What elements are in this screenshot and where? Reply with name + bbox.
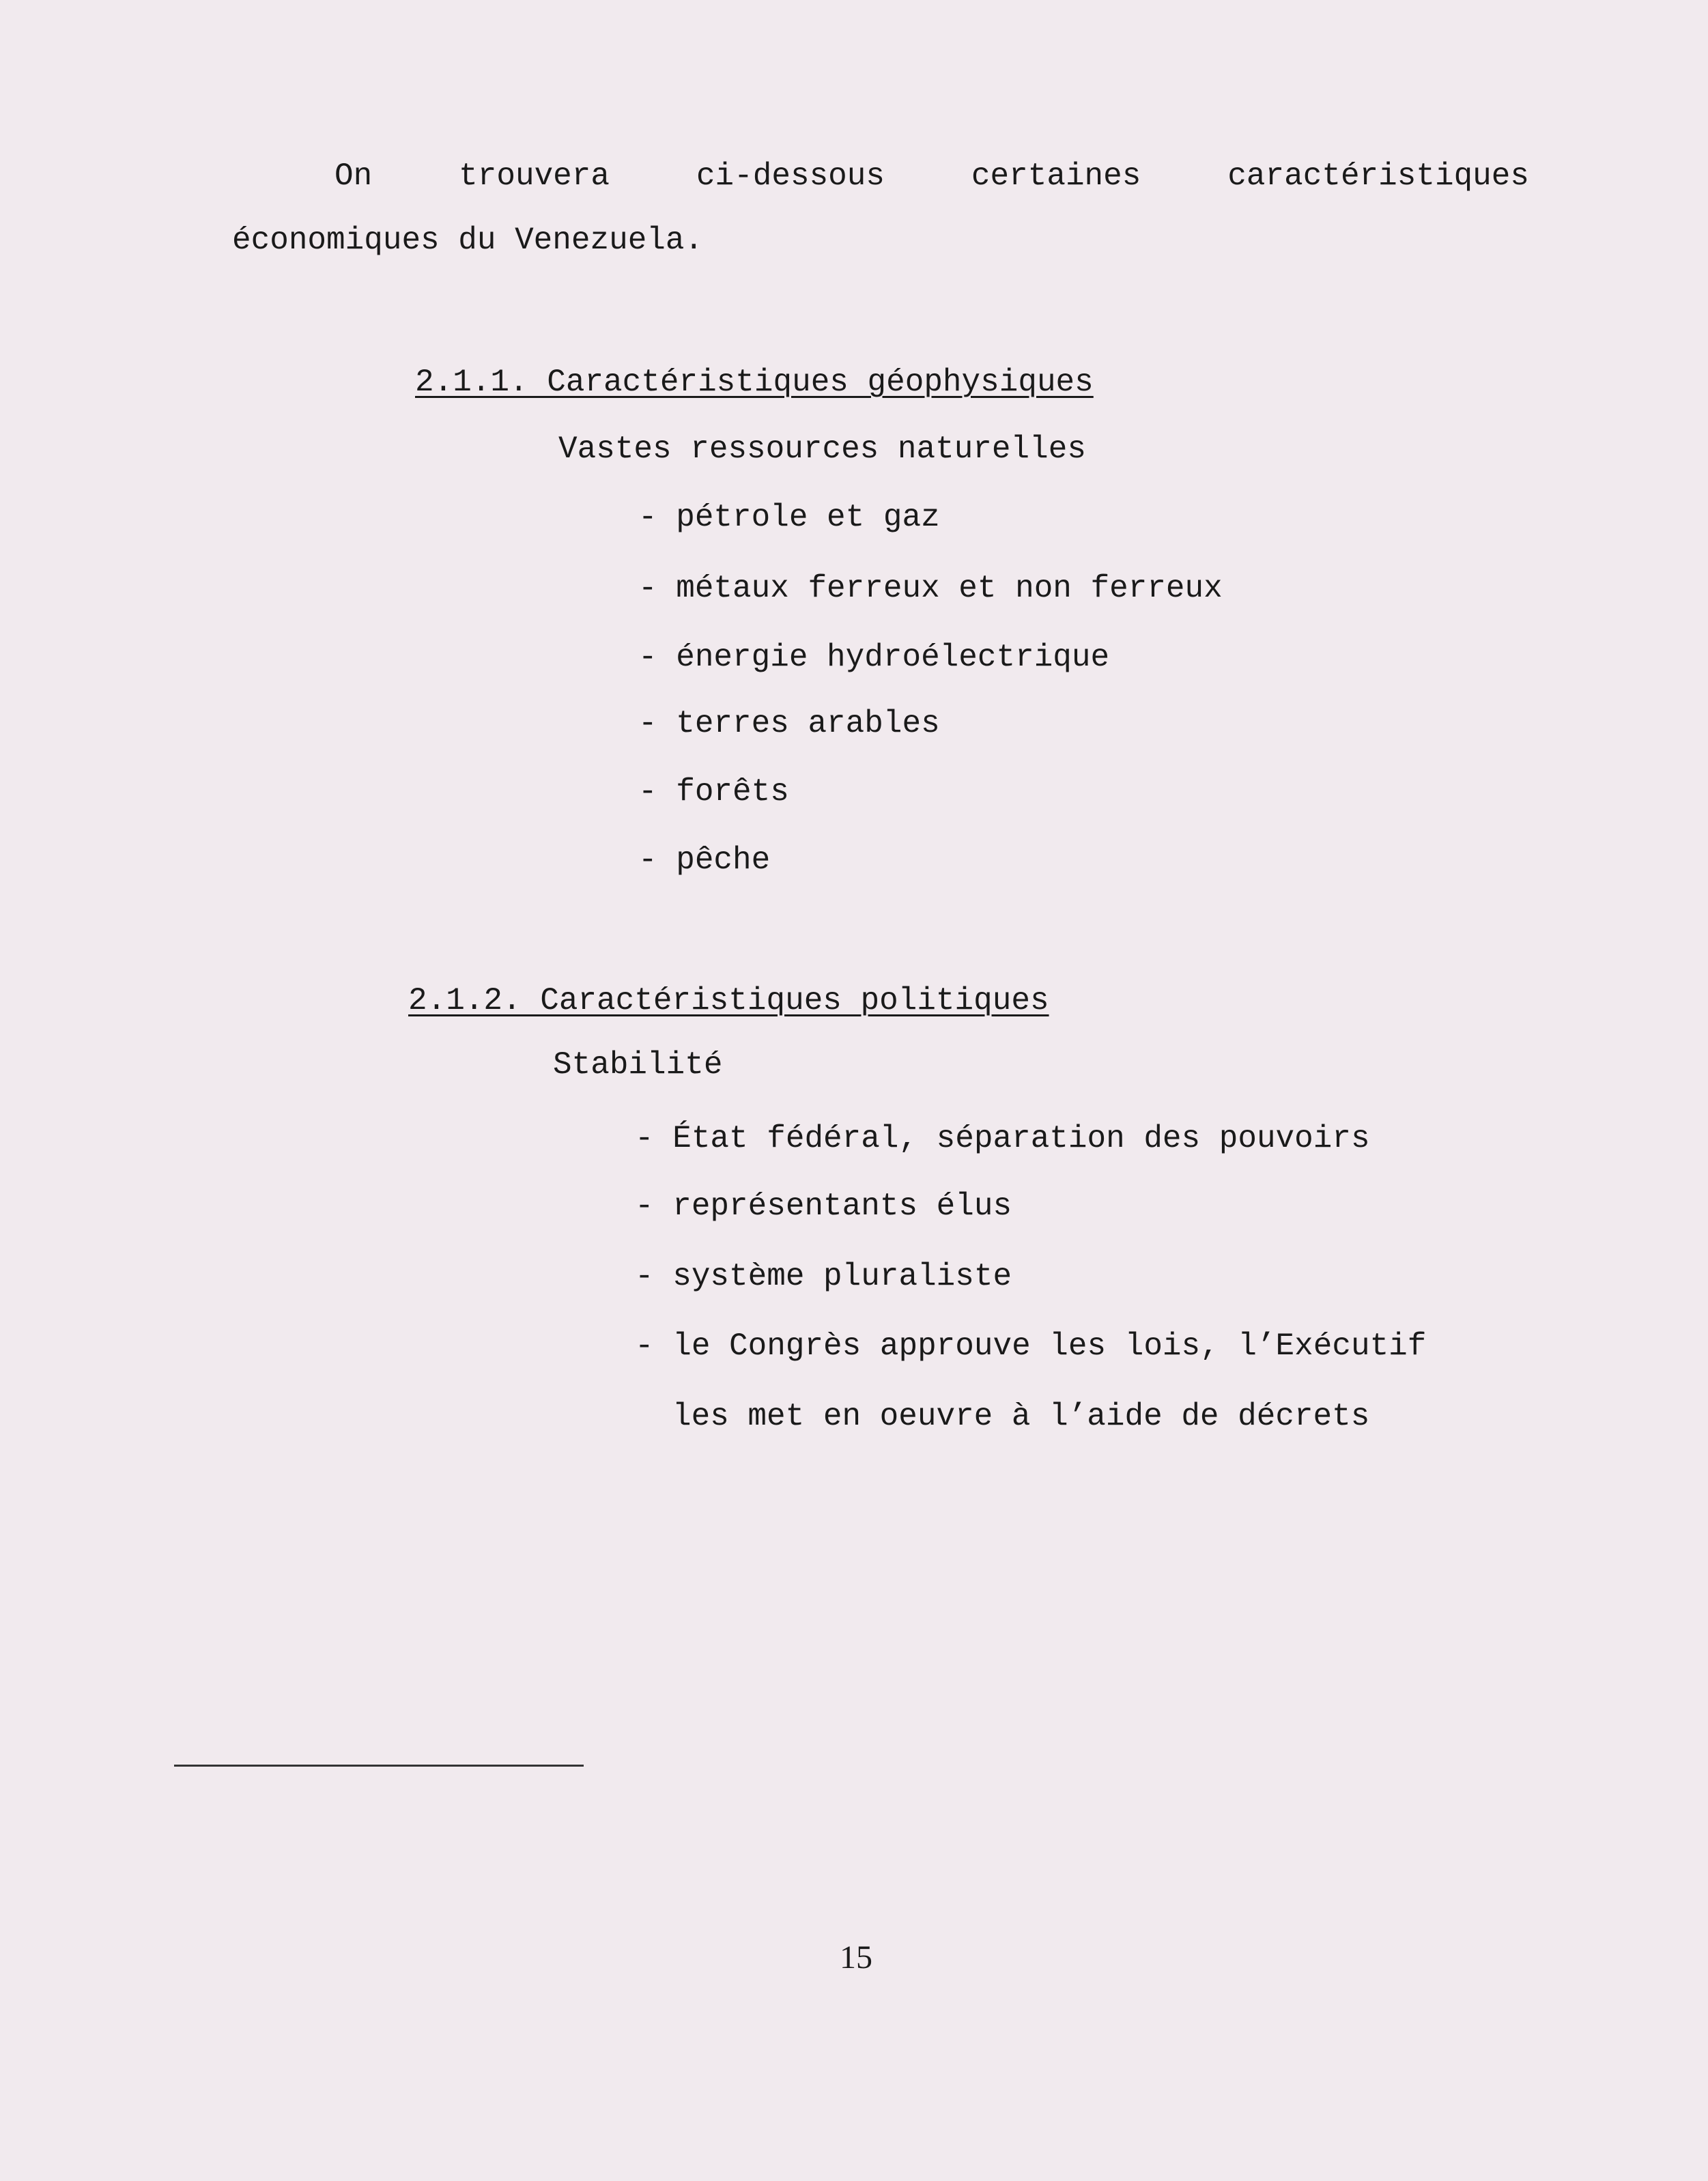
list-item: - État fédéral, séparation des pouvoirs [635, 1121, 1370, 1156]
footnote-divider [174, 1765, 584, 1767]
list-item: - terres arables [638, 706, 940, 741]
list-item: - métaux ferreux et non ferreux [638, 571, 1223, 606]
list-item: - forêts [638, 774, 789, 810]
list-item: - représentants élus [635, 1188, 1012, 1224]
list-item: - système pluraliste [635, 1259, 1012, 1294]
page-number: 15 [840, 1939, 872, 1976]
section-heading-political: 2.1.2. Caractéristiques politiques [408, 983, 1049, 1018]
intro-line-1 [335, 156, 1529, 197]
intro-word: On [335, 158, 373, 194]
intro-line-2: économiques du Venezuela. [232, 223, 704, 258]
section-subtitle-stability: Stabilité [553, 1047, 723, 1083]
list-item: - pétrole et gaz [638, 500, 940, 535]
list-item: - énergie hydroélectrique [638, 640, 1110, 675]
intro-word: caractéristiques [1227, 158, 1529, 194]
list-item-continuation: les met en oeuvre à l’aide de décrets [672, 1399, 1370, 1434]
section-subtitle-resources: Vastes ressources naturelles [558, 431, 1086, 467]
intro-word: certaines [971, 158, 1141, 194]
section-heading-geophysical: 2.1.1. Caractéristiques géophysiques [415, 365, 1094, 400]
list-item: - pêche [638, 842, 771, 878]
intro-word: trouvera [459, 158, 610, 194]
intro-word: ci-dessous [696, 158, 885, 194]
list-item: - le Congrès approuve les lois, l’Exécutif [635, 1328, 1427, 1364]
